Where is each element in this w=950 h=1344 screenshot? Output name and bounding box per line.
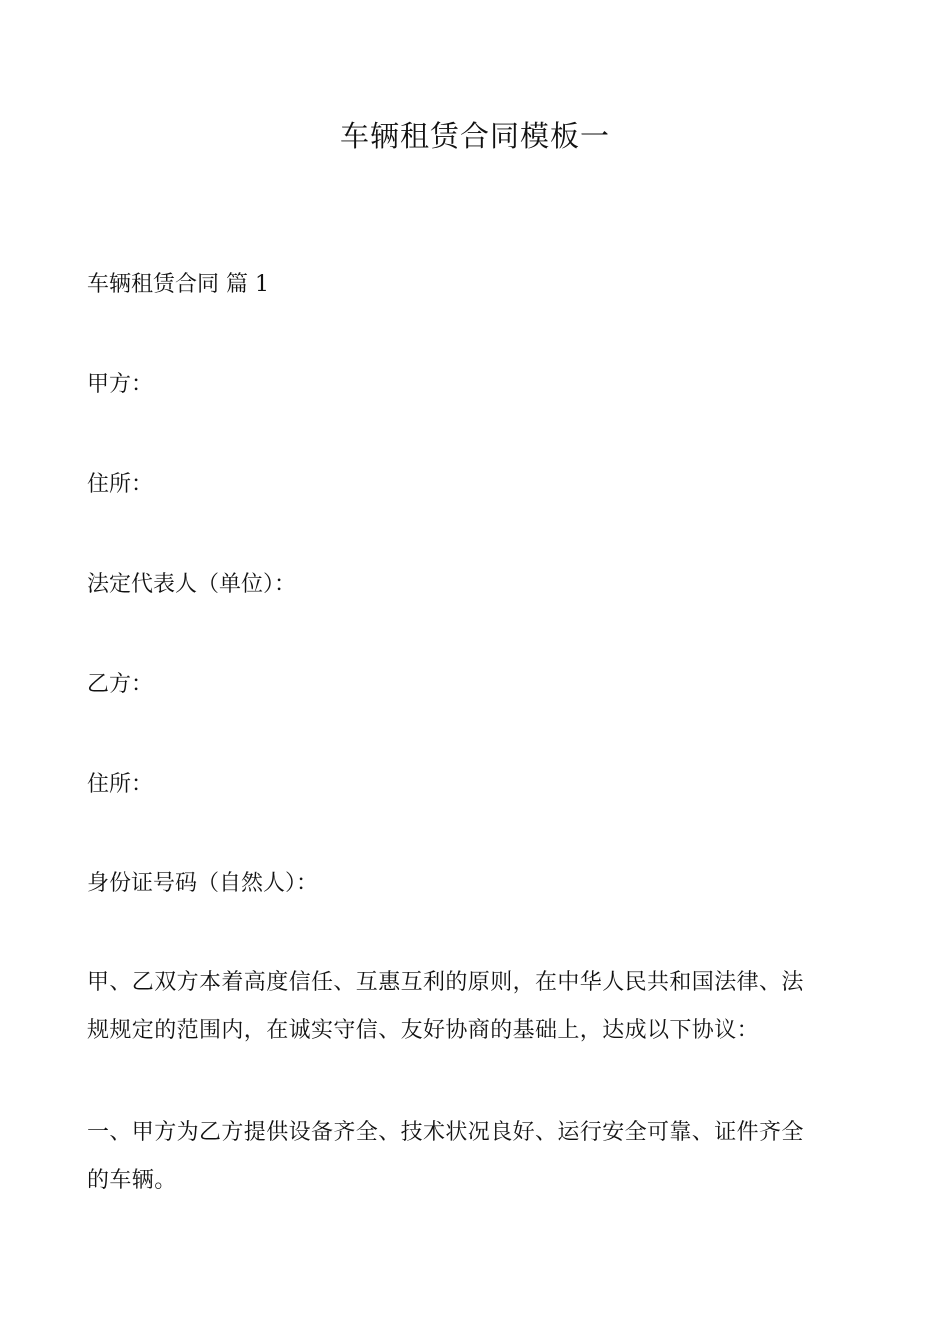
- document-title: 车辆租赁合同模板一: [339, 119, 610, 153]
- party-a-label: 甲方：: [87, 372, 154, 397]
- preamble-line: 规规定的范围内，在诚实守信、友好协商的基础上，达成以下协议：: [87, 1018, 760, 1043]
- legal-representative-label: 法定代表人（单位）：: [87, 572, 297, 597]
- section-heading: 车辆租赁合同 篇 1: [87, 272, 269, 297]
- id-number-label: 身份证号码（自然人）：: [87, 871, 319, 896]
- preamble-paragraph: [87, 959, 863, 1055]
- preamble-line: 甲、乙双方本着高度信任、互惠互利的原则，在中华人民共和国法律、法: [87, 970, 804, 995]
- party-b-address-label: 住所：: [87, 772, 154, 797]
- party-a-address-label: 住所：: [87, 472, 154, 497]
- clause-line: 一、甲方为乙方提供设备齐全、技术状况良好、运行安全可靠、证件齐全: [87, 1120, 804, 1145]
- party-b-label: 乙方：: [87, 672, 154, 697]
- clause-line: 的车辆。: [87, 1168, 177, 1193]
- clause-1-paragraph: [87, 1109, 863, 1205]
